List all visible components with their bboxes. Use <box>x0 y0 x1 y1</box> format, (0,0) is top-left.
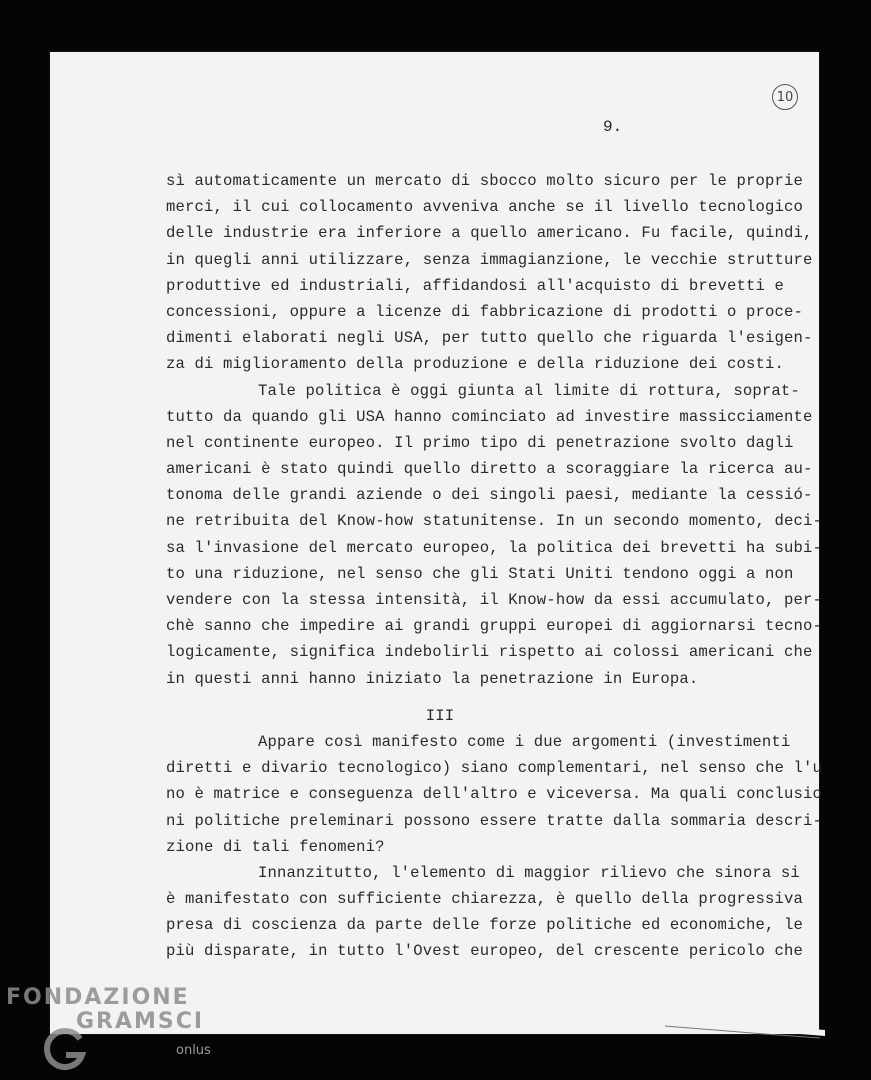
text-line: produttive ed industriali, affidandosi all'acquisto di brevetti e <box>166 276 785 295</box>
text-line: in quegli anni utilizzare, senza immagianzione, le vecchie strutture <box>166 250 813 269</box>
text-line: no è matrice e conseguenza dell'altro e viceversa. Ma quali conclusio <box>166 785 823 804</box>
text-line: Innanzitutto, l'elemento di maggior rilievo che sinora si <box>258 863 800 882</box>
text-line: ni politiche preleminari possono essere tratte dalla sommaria descri- <box>166 811 823 830</box>
text-line: diretti e divario tecnologico) siano complementari, nel senso che l'u <box>166 759 823 778</box>
text-line: concessioni, oppure a licenze di fabbricazione di prodotti o proce- <box>166 302 804 321</box>
text-line: sì automaticamente un mercato di sbocco molto sicuro per le proprie <box>166 172 804 190</box>
watermark-line-1: FONDAZIONE <box>6 985 190 1010</box>
paragraph-1 <box>166 168 813 378</box>
text-line: zione di tali fenomeni? <box>166 837 385 856</box>
text-line: merci, il cui collocamento avveniva anche se il livello tecnologico <box>166 198 804 217</box>
watermark-suffix: onlus <box>176 1043 211 1058</box>
text-line: Appare così manifesto come i due argomenti (investimenti <box>258 732 791 751</box>
text-line: dimenti elaborati negli USA, per tutto quello che riguarda l'esigen- <box>166 329 813 348</box>
text-line: più disparate, in tutto l'Ovest europeo, del crescente pericolo che <box>166 942 804 961</box>
text-line: americani è stato quindi quello diretto a scoraggiare la ricerca au- <box>166 460 813 479</box>
text-line: ne retribuita del Know-how statunitense. In un secondo momento, deci- <box>166 512 823 531</box>
text-line: in questi anni hanno iniziato la penetrazione in Europa. <box>166 669 699 688</box>
section-heading: III <box>425 706 455 725</box>
fondazione-gramsci-watermark <box>6 985 226 1080</box>
text-line: chè sanno che impedire ai grandi gruppi europei di aggiornarsi tecno- <box>166 617 823 636</box>
text-line: vendere con la stessa intensità, il Know-how da essi accumulato, per- <box>166 591 823 609</box>
text-line: tonoma delle grandi aziende o dei singoli paesi, mediante la cessió- <box>166 486 813 505</box>
text-line: tutto da quando gli USA hanno cominciato ad investire massicciamente <box>166 407 813 426</box>
page-number: 9. <box>603 118 623 136</box>
archive-number-stamp: 10 <box>772 84 798 110</box>
text-line: presa di coscienza da parte delle forze politiche ed economiche, le <box>166 916 804 935</box>
paragraph-2 <box>166 378 823 692</box>
text-line: Tale politica è oggi giunta al limite di rottura, soprat- <box>258 381 800 400</box>
text-line: sa l'invasione del mercato europeo, la politica dei brevetti ha subi- <box>166 538 823 557</box>
text-line: logicamente, significa indebolirli rispetto ai colossi americani che <box>166 643 813 662</box>
text-line: to una riduzione, nel senso che gli Stati Uniti tendono oggi a non <box>166 564 794 583</box>
paragraph-3 <box>166 729 823 860</box>
watermark-line-2: GRAMSCI <box>76 1009 205 1034</box>
text-line: za di miglioramento della produzione e della riduzione dei costi. <box>166 355 785 374</box>
text-line: delle industrie era inferiore a quello americano. Fu facile, quindi, <box>166 224 813 243</box>
torn-paper-edge <box>655 1018 825 1044</box>
text-line: è manifestato con sufficiente chiarezza, è quello della progressiva <box>166 890 804 909</box>
document-body <box>166 168 823 965</box>
text-line: nel continente europeo. Il primo tipo di penetrazione svolto dagli <box>166 433 794 452</box>
paragraph-4 <box>166 860 806 965</box>
